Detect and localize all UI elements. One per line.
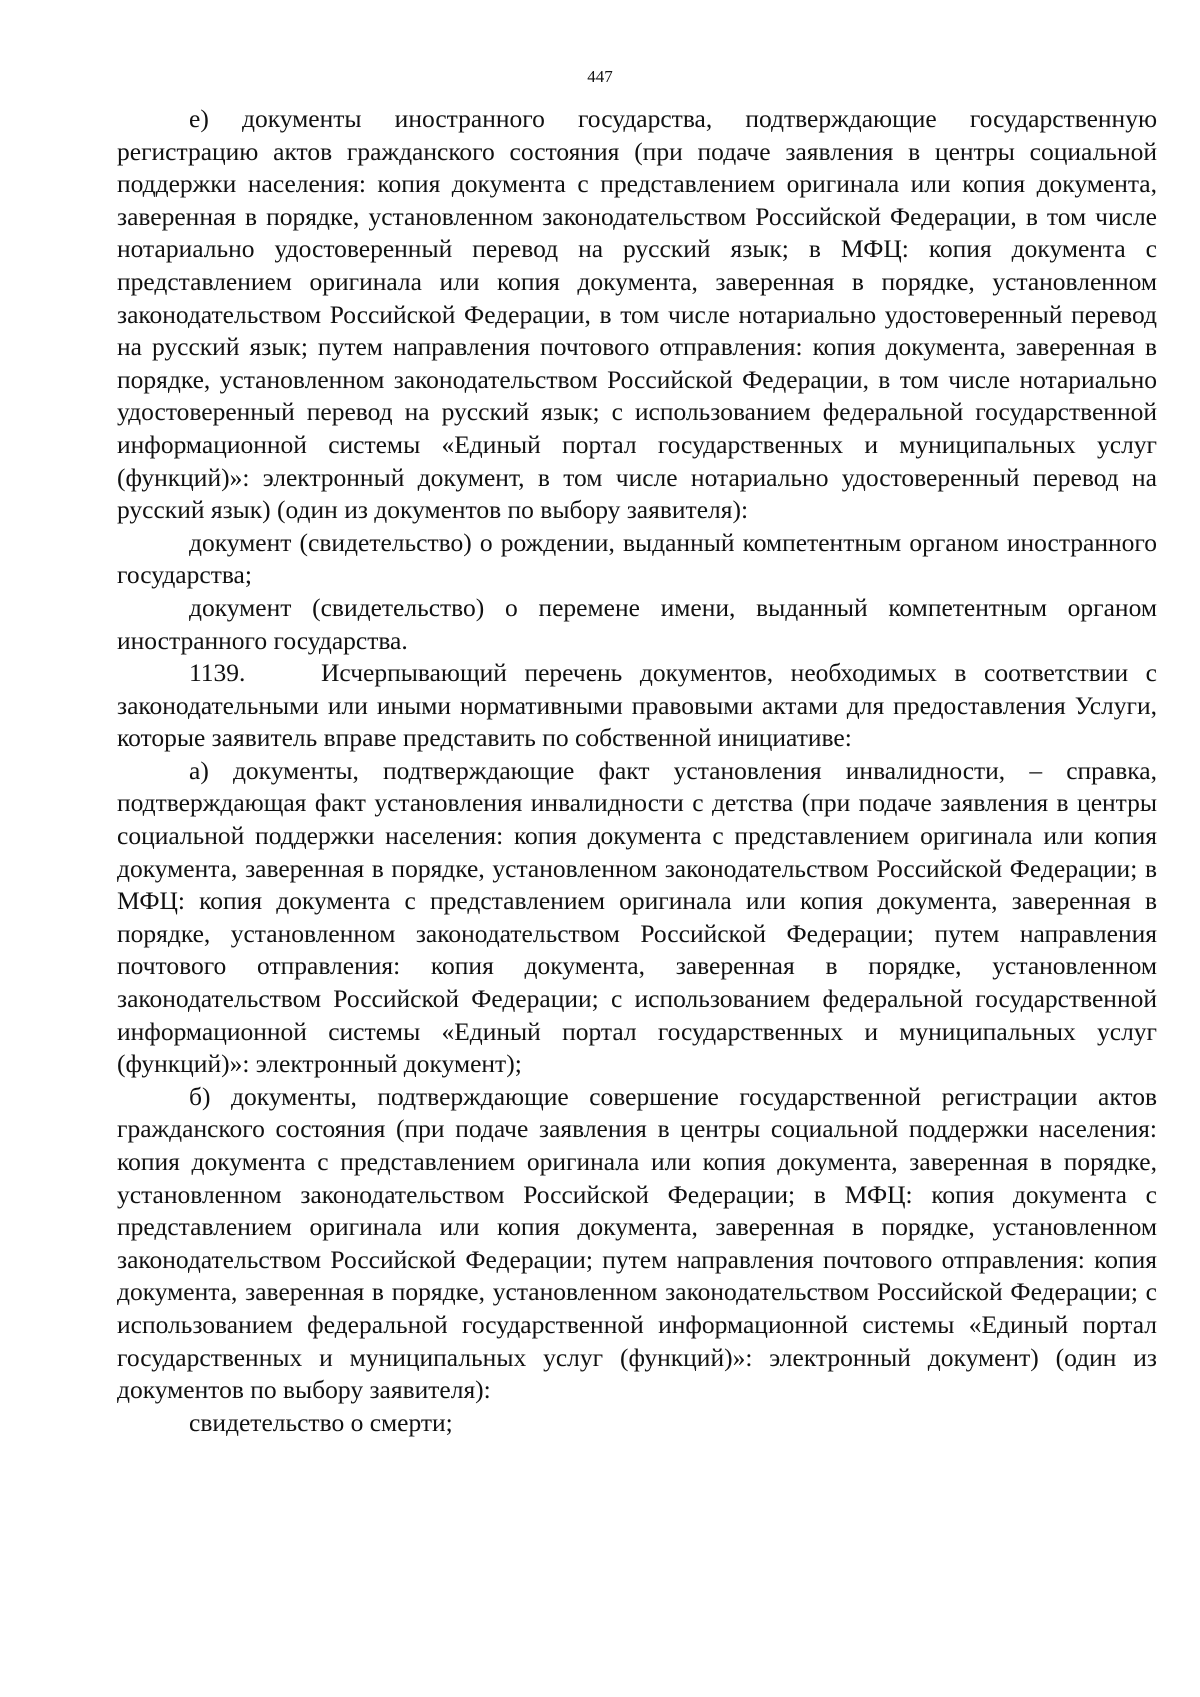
paragraph-b: б) документы, подтверждающие совершение государственной регистрации актов гражданского состояния (при подаче заявления в центры социальной поддержки населения: копия документа с представлением оригинала или копия документа, заверенная в порядке, установленном законодательством Российской Федерации; в МФЦ: копия документа с представлением оригинала или копия документа, заверенная в порядке, установленном законодательством Российской Федерации; путем направления почтового отправления: копия документа, заверенная в порядке, установленном законодательством Российской Федерации; с использованием федеральной государственной информационной системы «Единый портал государственных и муниципальных услуг (функций)»: электронный документ) (один из документов по выбору заявителя):	[117, 1081, 1157, 1405]
section-number: 1139.	[189, 658, 246, 688]
paragraph-1139	[117, 657, 1157, 755]
paragraph-e: е) документы иностранного государства, подтверждающие государственную регистрацию актов гражданского состояния (при подаче заявления в центры социальной поддержки населения: копия документа с представлением оригинала или копия документа, заверенная в порядке, установленном законодательством Российской Федерации, в том числе нотариально удостоверенный перевод на русский язык; в МФЦ: копия документа с представлением оригинала или копия документа, заверенная в порядке, установленном законодательством Российской Федерации, в том числе нотариально удостоверенный перевод на русский язык; путем направления почтового отправления: копия документа, заверенная в порядке, установленном законодательством Российской Федерации, в том числе нотариально удостоверенный перевод на русский язык; с использованием федеральной государственной информационной системы «Единый портал государственных и муниципальных услуг (функций)»: электронный документ, в том числе нотариально удостоверенный перевод на русский язык) (один из документов по выбору заявителя):	[117, 104, 1157, 525]
paragraph-a: а) документы, подтверждающие факт установления инвалидности, – справка, подтверждающая факт установления инвалидности с детства (при подаче заявления в центры социальной поддержки населения: копия документа с представлением оригинала или копия документа, заверенная в порядке, установленном законодательством Российской Федерации; в МФЦ: копия документа с представлением оригинала или копия документа, заверенная в порядке, установленном законодательством Российской Федерации; путем направления почтового отправления: копия документа, заверенная в порядке, установленном законодательством Российской Федерации; с использованием федеральной государственной информационной системы «Единый портал государственных и муниципальных услуг (функций)»: электронный документ);	[117, 755, 1157, 1079]
page-number: 447	[587, 67, 613, 86]
paragraph-name-change-certificate: документ (свидетельство) о перемене имени, выданный компетентным органом иностранного государства.	[117, 592, 1157, 655]
section-1139-text: Исчерпывающий перечень документов, необходимых в соответствии с законодательными или иными нормативными правовыми актами для предоставления Услуги, которые заявитель вправе представить по собственной инициативе:	[117, 658, 1157, 753]
paragraph-death-certificate: свидетельство о смерти;	[189, 1407, 453, 1437]
document-body	[117, 103, 1157, 1439]
paragraph-birth-certificate: документ (свидетельство) о рождении, выданный компетентным органом иностранного государства;	[117, 527, 1157, 590]
